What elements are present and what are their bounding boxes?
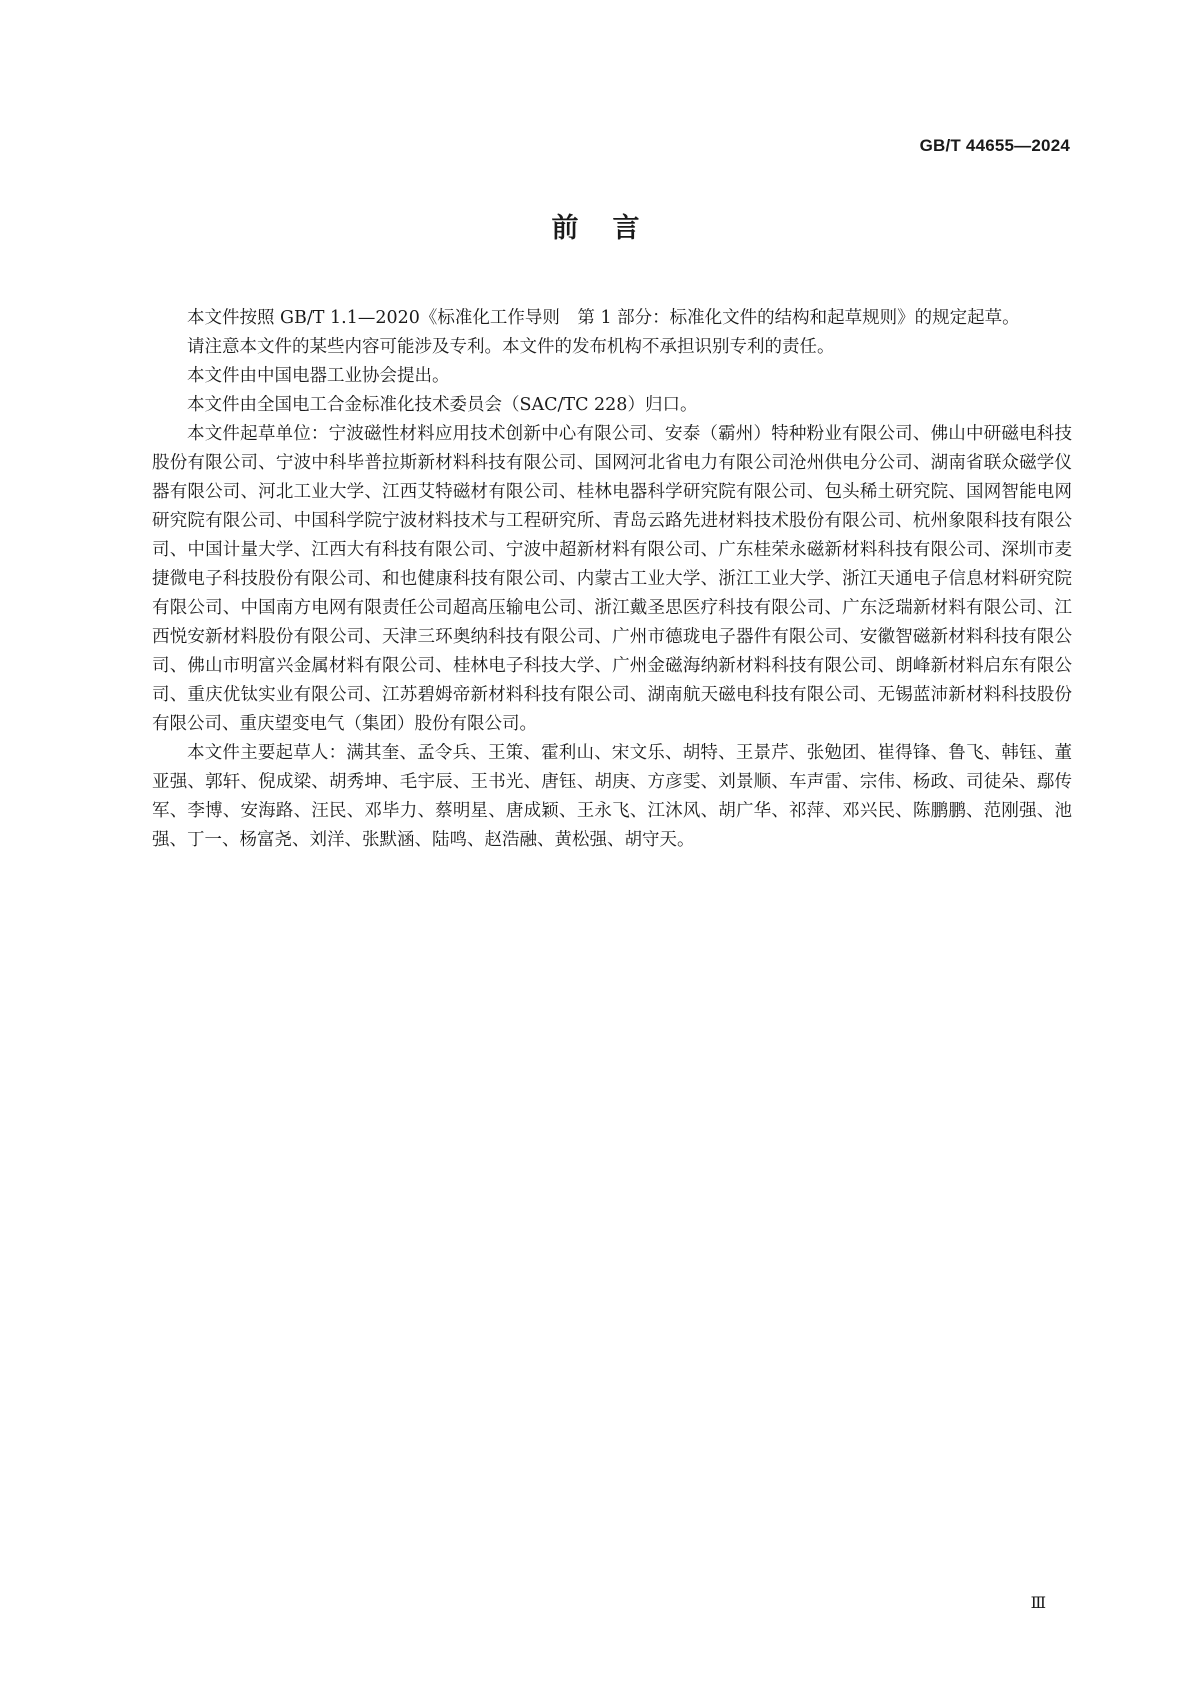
preface-body: [152, 304, 1072, 855]
paragraph-drafters: 本文件主要起草人：满其奎、孟令兵、王策、霍利山、宋文乐、胡特、王景芹、张勉团、崔得锋、鲁飞、韩钰、董亚强、郭轩、倪成梁、胡秀坤、毛宇辰、王书光、唐钰、胡庚、方彦雯、刘景顺、车声雷、宗伟、杨政、司徒朵、鄢传军、李博、安海路、汪民、邓毕力、蔡明星、唐成颖、王永飞、江沐风、胡广华、祁萍、邓兴民、陈鹏鹏、范刚强、池强、丁一、杨富尧、刘洋、张默涵、陆鸣、赵浩融、黄松强、胡守天。: [152, 743, 1072, 850]
paragraph-committee: 本文件由全国电工合金标准化技术委员会（SAC/TC 228）归口。: [187, 395, 698, 415]
paragraph-patent-notice: 请注意本文件的某些内容可能涉及专利。本文件的发布机构不承担识别专利的责任。: [187, 337, 835, 357]
page-number: Ⅲ: [1030, 1593, 1046, 1612]
document-code: GB/T 44655—2024: [919, 136, 1070, 155]
paragraph-drafting-units: 本文件起草单位：宁波磁性材料应用技术创新中心有限公司、安泰（霸州）特种粉业有限公司、佛山中研磁电科技股份有限公司、宁波中科毕普拉斯新材料科技有限公司、国网河北省电力有限公司沧州供电分公司、湖南省联众磁学仪器有限公司、河北工业大学、江西艾特磁材有限公司、桂林电器科学研究院有限公司、包头稀土研究院、国网智能电网研究院有限公司、中国科学院宁波材料技术与工程研究所、青岛云路先进材料技术股份有限公司、杭州象限科技有限公司、中国计量大学、江西大有科技有限公司、宁波中超新材料有限公司、广东桂荣永磁新材料科技有限公司、深圳市麦捷微电子科技股份有限公司、和也健康科技有限公司、内蒙古工业大学、浙江工业大学、浙江天通电子信息材料研究院有限公司、中国南方电网有限责任公司超高压输电公司、浙江戴圣思医疗科技有限公司、广东泛瑞新材料有限公司、江西悦安新材料股份有限公司、天津三环奥纳科技有限公司、广州市德珑电子器件有限公司、安徽智磁新材料科技有限公司、佛山市明富兴金属材料有限公司、桂林电子科技大学、广州金磁海纳新材料科技有限公司、朗峰新材料启东有限公司、重庆优钛实业有限公司、江苏碧姆帝新材料科技有限公司、湖南航天磁电科技有限公司、无锡蓝沛新材料科技股份有限公司、重庆望变电气（集团）股份有限公司。: [152, 424, 1072, 734]
page-title: 前言: [551, 213, 674, 244]
paragraph-drafting-rules: 本文件按照 GB/T 1.1—2020《标准化工作导则 第 1 部分：标准化文件的结构和起草规则》的规定起草。: [187, 308, 1020, 328]
paragraph-proposer: 本文件由中国电器工业协会提出。: [187, 366, 450, 386]
